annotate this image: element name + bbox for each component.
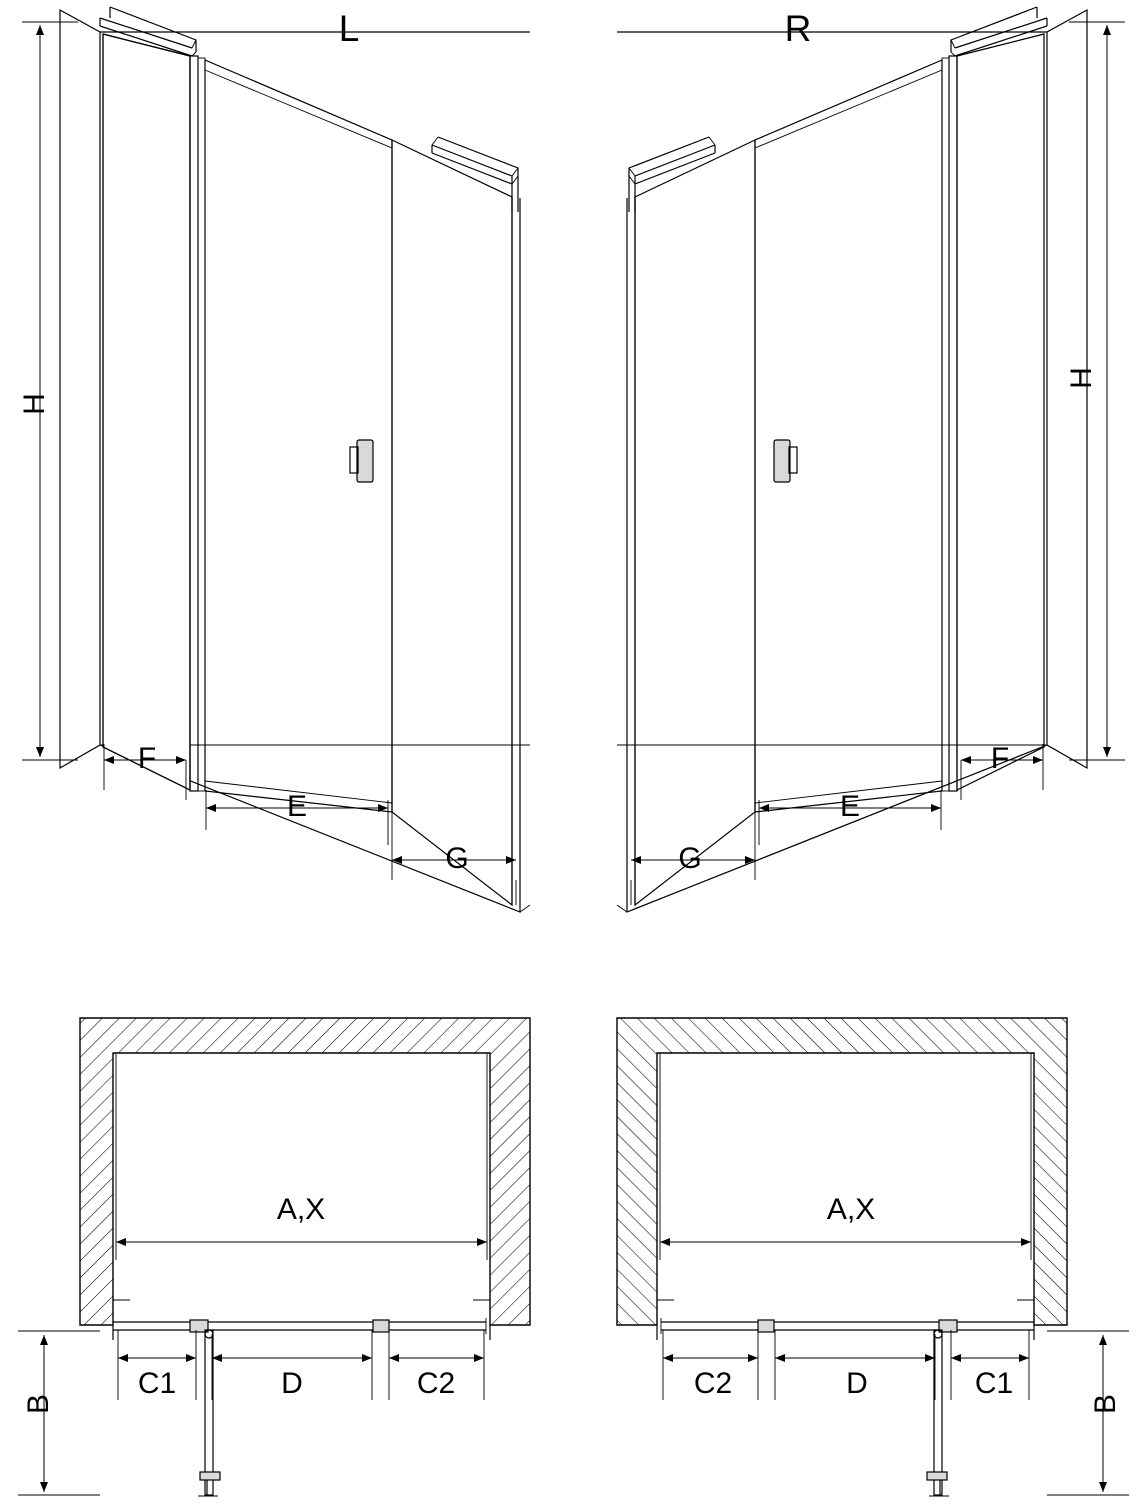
- plan-right-view: [617, 1018, 1129, 1496]
- elevation-right-floor: [617, 198, 1047, 912]
- elevation-right-label-h: H: [1064, 367, 1098, 389]
- elevation-left-panel-f: [103, 34, 190, 790]
- elevation-left-panel-g: [392, 140, 512, 905]
- elevation-left-label-g: G: [445, 841, 469, 875]
- plan-left-dim-b: [18, 1331, 100, 1495]
- elevation-left-profile-1: [190, 56, 205, 791]
- plan-right-glass-run: [661, 1318, 1034, 1334]
- elevation-right-panel-g: [635, 140, 755, 905]
- plan-right-label-b: B: [1088, 1393, 1122, 1415]
- elevation-left-view: [18, 7, 530, 912]
- plan-right-wall-returns: [657, 1300, 1034, 1340]
- elevation-left-dim-h: [18, 22, 78, 760]
- elevation-right-walls: [617, 7, 1087, 768]
- plan-left-glass-run: [113, 1318, 486, 1334]
- plan-left-wall-returns: [113, 1300, 490, 1340]
- plan-right-open-door: [927, 1330, 949, 1496]
- elevation-right-door-handle: [774, 440, 797, 482]
- elevation-left-label-f: F: [137, 741, 157, 775]
- elevation-right-label-g: G: [678, 841, 702, 875]
- plan-right-dim-ax: [660, 1053, 1031, 1260]
- plan-right-label-c2: C2: [693, 1366, 733, 1400]
- elevation-right-label-e: E: [839, 789, 861, 823]
- plan-right-walls: [617, 1018, 1067, 1325]
- plan-right-label-d: D: [846, 1366, 868, 1400]
- elevation-left-variant-label: L: [338, 7, 360, 49]
- plan-left-dim-chain: [118, 1330, 484, 1400]
- elevation-right-top-rail: [629, 7, 1047, 212]
- elevation-right-label-f: F: [990, 741, 1010, 775]
- elevation-right-door-leaf: [755, 60, 942, 812]
- elevation-right-profile-1: [942, 56, 957, 791]
- plan-left-label-c1: C1: [137, 1366, 177, 1400]
- elevation-right-dim-h: [1069, 22, 1125, 760]
- plan-left-open-door: [198, 1330, 220, 1496]
- elevation-left-door-handle: [350, 440, 373, 482]
- plan-left-walls: [80, 1018, 530, 1325]
- elevation-right-view: [617, 7, 1125, 912]
- elevation-left-door-leaf: [205, 60, 392, 812]
- elevation-right-variant-label: R: [784, 7, 812, 49]
- plan-left-label-ax: A,X: [276, 1192, 326, 1226]
- elevation-right-panel-f: [957, 34, 1044, 790]
- plan-left-view: [18, 1018, 530, 1496]
- elevation-left-label-e: E: [286, 789, 308, 823]
- plan-left-dim-ax: [116, 1053, 487, 1260]
- plan-left-label-d: D: [281, 1366, 303, 1400]
- plan-left-label-c2: C2: [416, 1366, 456, 1400]
- plan-left-label-b: B: [21, 1393, 55, 1415]
- plan-right-label-ax: A,X: [826, 1192, 876, 1226]
- plan-right-label-c1: C1: [974, 1366, 1014, 1400]
- elevation-left-label-h: H: [17, 393, 51, 415]
